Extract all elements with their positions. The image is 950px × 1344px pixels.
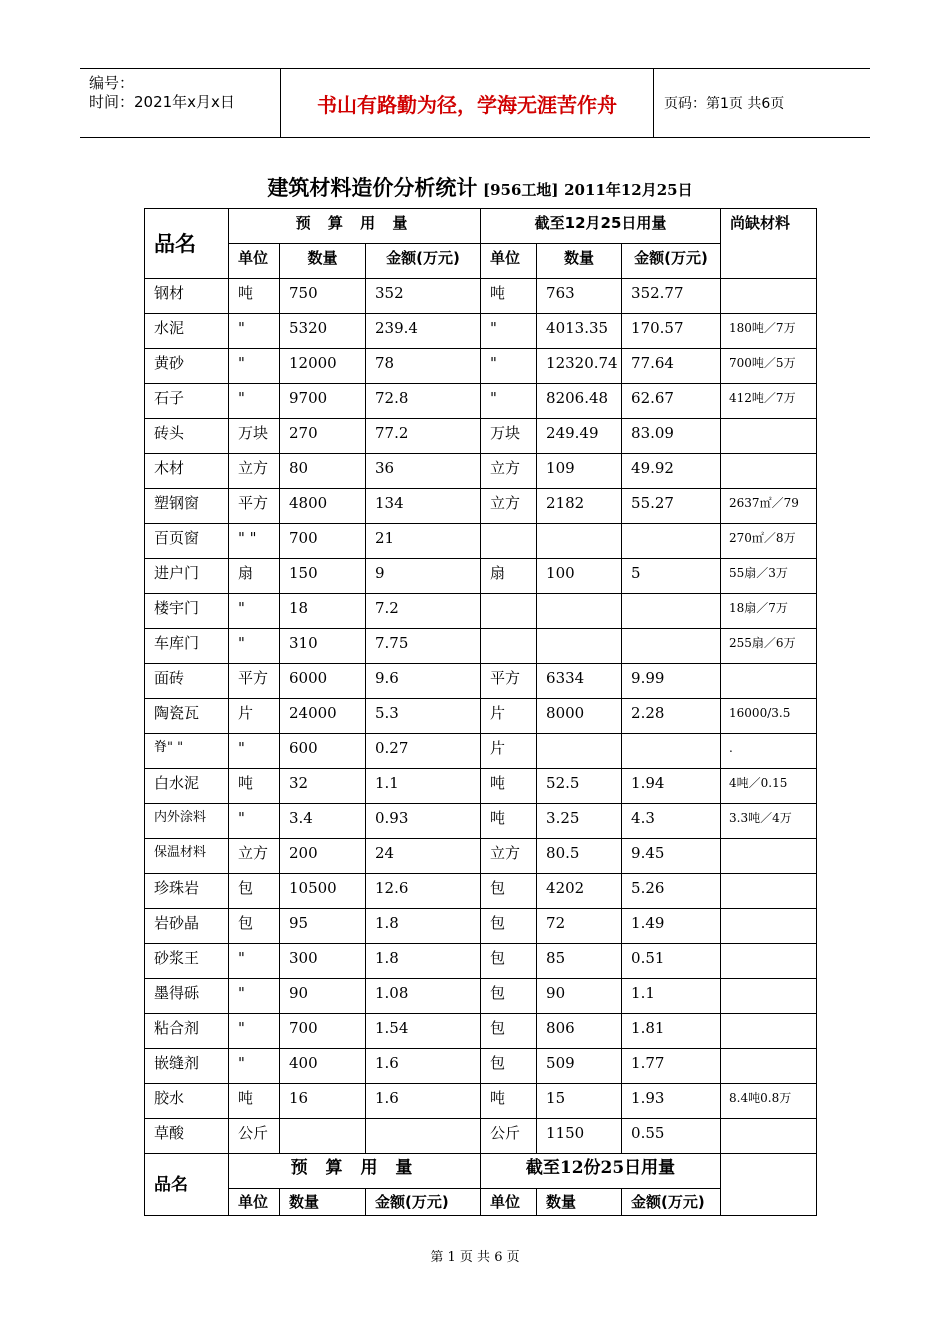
shortage-cell: 180吨／7万 xyxy=(721,314,817,349)
table-cell: 78 xyxy=(366,349,481,384)
table-cell: 400 xyxy=(280,1049,366,1084)
table-cell: 包 xyxy=(481,944,537,979)
table-cell: 5.3 xyxy=(366,699,481,734)
table-row xyxy=(145,839,817,874)
table-cell: 1.77 xyxy=(622,1049,721,1084)
table-row xyxy=(145,629,817,664)
page-footer: 第 1 页 共 6 页 xyxy=(430,1250,520,1265)
repeat-col-name-header: 品名 xyxy=(145,1154,229,1216)
material-name-cell: 内外涂料 xyxy=(145,804,229,839)
table-row xyxy=(145,979,817,1014)
table-cell: 包 xyxy=(229,909,280,944)
shortage-cell xyxy=(721,454,817,489)
table-cell: 片 xyxy=(229,699,280,734)
table-cell: 150 xyxy=(280,559,366,594)
table-cell: 1.6 xyxy=(366,1049,481,1084)
shortage-cell: 4吨／0.15 xyxy=(721,769,817,804)
shortage-cell: 270㎡／8万 xyxy=(721,524,817,559)
table-cell: 吨 xyxy=(481,1084,537,1119)
table-cell: " xyxy=(229,384,280,419)
shortage-cell: 255扇／6万 xyxy=(721,629,817,664)
page-header xyxy=(80,68,870,138)
table-row xyxy=(145,664,817,699)
table-cell xyxy=(622,734,721,769)
table-cell: 600 xyxy=(280,734,366,769)
table-row xyxy=(145,699,817,734)
table-cell: 2.28 xyxy=(622,699,721,734)
sub-header: 数量 xyxy=(280,244,366,279)
table-cell: 55.27 xyxy=(622,489,721,524)
table-cell: 3.25 xyxy=(537,804,622,839)
table-cell: 包 xyxy=(481,1014,537,1049)
table-row xyxy=(145,734,817,769)
table-cell: 249.49 xyxy=(537,419,622,454)
shortage-cell: 18扇／7万 xyxy=(721,594,817,629)
repeat-sub-header: 数量 xyxy=(280,1189,366,1216)
shortage-cell xyxy=(721,1119,817,1154)
table-cell: 1150 xyxy=(537,1119,622,1154)
shortage-cell xyxy=(721,419,817,454)
table-cell: 95 xyxy=(280,909,366,944)
table-cell xyxy=(366,1119,481,1154)
table-cell: 239.4 xyxy=(366,314,481,349)
material-name-cell: 楼宇门 xyxy=(145,594,229,629)
shortage-cell: 412吨／7万 xyxy=(721,384,817,419)
table-cell: 52.5 xyxy=(537,769,622,804)
sub-header: 单位 xyxy=(229,244,280,279)
material-name-cell: 砖头 xyxy=(145,419,229,454)
table-cell: 9 xyxy=(366,559,481,594)
table-cell: 扇 xyxy=(481,559,537,594)
header-meta xyxy=(80,69,281,137)
table-row xyxy=(145,454,817,489)
table-cell: 1.6 xyxy=(366,1084,481,1119)
material-name-cell: 粘合剂 xyxy=(145,1014,229,1049)
repeat-sub-header: 单位 xyxy=(481,1189,537,1216)
table-cell: 7.2 xyxy=(366,594,481,629)
shortage-cell: 2637㎡／79 xyxy=(721,489,817,524)
table-cell: " xyxy=(229,314,280,349)
shortage-cell: 700吨／5万 xyxy=(721,349,817,384)
repeat-budget-group-header: 预 算 用 量 xyxy=(229,1154,481,1189)
table-row xyxy=(145,279,817,314)
repeat-sub-header: 金额(万元) xyxy=(622,1189,721,1216)
table-cell: " xyxy=(229,629,280,664)
serial-label: 编号： xyxy=(89,74,135,92)
title-site: [956工地] xyxy=(482,181,559,199)
table-cell: 吨 xyxy=(481,804,537,839)
document-title xyxy=(144,172,816,202)
table-cell: 1.93 xyxy=(622,1084,721,1119)
table-cell xyxy=(537,524,622,559)
table-cell: 750 xyxy=(280,279,366,314)
table-cell: 立方 xyxy=(229,839,280,874)
table-row xyxy=(145,1014,817,1049)
table-cell: 立方 xyxy=(481,454,537,489)
shortage-cell xyxy=(721,944,817,979)
table-cell: 立方 xyxy=(481,489,537,524)
table-cell: 公斤 xyxy=(481,1119,537,1154)
table-cell: " xyxy=(229,594,280,629)
header-page-info: 页码：第1页 共6页 xyxy=(664,96,785,112)
table-cell: 352.77 xyxy=(622,279,721,314)
table-cell: " " xyxy=(229,524,280,559)
table-cell: 310 xyxy=(280,629,366,664)
shortage-cell: 16000/3.5 xyxy=(721,699,817,734)
material-name-cell: 百页窗 xyxy=(145,524,229,559)
repeat-shortage-cell xyxy=(721,1154,817,1216)
table-cell: 7.75 xyxy=(366,629,481,664)
table-cell xyxy=(280,1119,366,1154)
table-cell: 1.8 xyxy=(366,909,481,944)
shortage-cell: 8.4吨0.8万 xyxy=(721,1084,817,1119)
table-cell: " xyxy=(229,1014,280,1049)
material-name-cell: 木材 xyxy=(145,454,229,489)
table-cell xyxy=(622,629,721,664)
table-cell: 立方 xyxy=(229,454,280,489)
table-cell: 5 xyxy=(622,559,721,594)
table-cell: 0.27 xyxy=(366,734,481,769)
material-name-cell: 墨得砾 xyxy=(145,979,229,1014)
table-cell: 1.49 xyxy=(622,909,721,944)
table-cell: 公斤 xyxy=(229,1119,280,1154)
table-cell: 24 xyxy=(366,839,481,874)
table-cell: 170.57 xyxy=(622,314,721,349)
repeat-actual-group-header: 截至12份25日用量 xyxy=(481,1154,721,1189)
table-cell xyxy=(481,524,537,559)
table-cell xyxy=(537,734,622,769)
table-cell: 片 xyxy=(481,734,537,769)
table-cell: 1.81 xyxy=(622,1014,721,1049)
table-cell: 6000 xyxy=(280,664,366,699)
table-row xyxy=(145,524,817,559)
table-cell: 包 xyxy=(229,874,280,909)
table-cell: 5320 xyxy=(280,314,366,349)
table-cell: 49.92 xyxy=(622,454,721,489)
material-name-cell: 陶瓷瓦 xyxy=(145,699,229,734)
material-name-cell: 岩砂晶 xyxy=(145,909,229,944)
shortage-cell xyxy=(721,839,817,874)
table-cell: 83.09 xyxy=(622,419,721,454)
table-cell: 平方 xyxy=(229,664,280,699)
material-name-cell: 砂浆王 xyxy=(145,944,229,979)
table-cell: 100 xyxy=(537,559,622,594)
table-cell: 62.67 xyxy=(622,384,721,419)
table-cell: " xyxy=(229,349,280,384)
shortage-cell xyxy=(721,909,817,944)
table-cell: 200 xyxy=(280,839,366,874)
sub-header: 数量 xyxy=(537,244,622,279)
shortage-cell: 55扇／3万 xyxy=(721,559,817,594)
materials-table xyxy=(144,208,817,1216)
title-date: 2011年12月25日 xyxy=(564,181,693,199)
shortage-group-header: 尚缺材料 xyxy=(721,209,817,279)
material-name-cell: 塑钢窗 xyxy=(145,489,229,524)
table-cell: 85 xyxy=(537,944,622,979)
table-cell: " xyxy=(481,384,537,419)
table-cell: 80.5 xyxy=(537,839,622,874)
time-label: 时间：2021年x月x日 xyxy=(89,93,235,111)
header-row-top xyxy=(145,209,817,244)
table-cell: 包 xyxy=(481,1049,537,1084)
table-row xyxy=(145,769,817,804)
shortage-cell xyxy=(721,874,817,909)
table-row xyxy=(145,944,817,979)
table-cell: 300 xyxy=(280,944,366,979)
table-cell: 32 xyxy=(280,769,366,804)
actual-group-header: 截至12月25日用量 xyxy=(481,209,721,244)
table-cell: 1.08 xyxy=(366,979,481,1014)
table-row xyxy=(145,909,817,944)
table-cell: 77.2 xyxy=(366,419,481,454)
table-cell: 12.6 xyxy=(366,874,481,909)
table-cell: 5.26 xyxy=(622,874,721,909)
table-cell: 吨 xyxy=(229,279,280,314)
table-cell: 134 xyxy=(366,489,481,524)
material-name-cell: 石子 xyxy=(145,384,229,419)
material-name-cell: 水泥 xyxy=(145,314,229,349)
table-cell: " xyxy=(481,314,537,349)
table-cell: 1.8 xyxy=(366,944,481,979)
table-cell: 立方 xyxy=(481,839,537,874)
material-name-cell: 胶水 xyxy=(145,1084,229,1119)
table-cell: 72 xyxy=(537,909,622,944)
table-cell: 1.1 xyxy=(622,979,721,1014)
table-cell: 12000 xyxy=(280,349,366,384)
table-cell: 16 xyxy=(280,1084,366,1119)
table-row xyxy=(145,1119,817,1154)
material-name-cell: 钢材 xyxy=(145,279,229,314)
repeat-sub-header: 金额(万元) xyxy=(366,1189,481,1216)
material-name-cell: 进户门 xyxy=(145,559,229,594)
table-cell: " xyxy=(229,804,280,839)
table-cell: 80 xyxy=(280,454,366,489)
table-cell: 90 xyxy=(537,979,622,1014)
table-cell: 0.55 xyxy=(622,1119,721,1154)
table-cell: 18 xyxy=(280,594,366,629)
sub-header: 单位 xyxy=(481,244,537,279)
table-cell: " xyxy=(229,1049,280,1084)
sub-header: 金额(万元) xyxy=(622,244,721,279)
table-row xyxy=(145,594,817,629)
table-cell: 9.99 xyxy=(622,664,721,699)
table-cell: 700 xyxy=(280,524,366,559)
table-cell: 4.3 xyxy=(622,804,721,839)
table-cell: 12320.74 xyxy=(537,349,622,384)
table-cell: 包 xyxy=(481,979,537,1014)
repeat-header-row-sub xyxy=(145,1189,817,1216)
table-cell xyxy=(537,594,622,629)
table-row xyxy=(145,559,817,594)
table-cell: 270 xyxy=(280,419,366,454)
table-cell xyxy=(537,629,622,664)
header-motto: 书山有路勤为径，学海无涯苦作舟 xyxy=(281,69,654,137)
table-cell: " xyxy=(229,979,280,1014)
table-cell: 平方 xyxy=(229,489,280,524)
table-cell: 0.51 xyxy=(622,944,721,979)
budget-group-header: 预 算 用 量 xyxy=(229,209,481,244)
shortage-cell xyxy=(721,279,817,314)
material-name-cell: 珍珠岩 xyxy=(145,874,229,909)
table-cell: 109 xyxy=(537,454,622,489)
shortage-cell xyxy=(721,1049,817,1084)
table-cell: 万块 xyxy=(481,419,537,454)
table-row xyxy=(145,314,817,349)
table-cell: 763 xyxy=(537,279,622,314)
table-cell: 1.54 xyxy=(366,1014,481,1049)
table-cell: 77.64 xyxy=(622,349,721,384)
table-cell: 平方 xyxy=(481,664,537,699)
shortage-cell xyxy=(721,979,817,1014)
table-row xyxy=(145,1049,817,1084)
material-name-cell: 面砖 xyxy=(145,664,229,699)
shortage-cell: 3.3吨／4万 xyxy=(721,804,817,839)
table-cell: 片 xyxy=(481,699,537,734)
table-cell: 72.8 xyxy=(366,384,481,419)
table-cell: 扇 xyxy=(229,559,280,594)
table-cell: 21 xyxy=(366,524,481,559)
table-cell: 15 xyxy=(537,1084,622,1119)
table-cell: 万块 xyxy=(229,419,280,454)
table-cell: 4800 xyxy=(280,489,366,524)
table-cell: 806 xyxy=(537,1014,622,1049)
table-cell: " xyxy=(229,734,280,769)
table-row xyxy=(145,804,817,839)
table-cell xyxy=(622,594,721,629)
table-cell: 36 xyxy=(366,454,481,489)
shortage-cell xyxy=(721,1014,817,1049)
table-cell: 9.45 xyxy=(622,839,721,874)
table-cell: 509 xyxy=(537,1049,622,1084)
table-cell: 1.94 xyxy=(622,769,721,804)
table-cell: 700 xyxy=(280,1014,366,1049)
table-cell: 吨 xyxy=(229,769,280,804)
table-cell: 2182 xyxy=(537,489,622,524)
table-cell: 包 xyxy=(481,874,537,909)
table-cell: 吨 xyxy=(481,769,537,804)
sub-header: 金额(万元) xyxy=(366,244,481,279)
table-cell xyxy=(481,629,537,664)
table-cell: 8000 xyxy=(537,699,622,734)
table-row xyxy=(145,384,817,419)
title-main: 建筑材料造价分析统计 xyxy=(267,176,478,200)
table-row xyxy=(145,874,817,909)
repeat-sub-header: 单位 xyxy=(229,1189,280,1216)
table-cell xyxy=(481,594,537,629)
table-cell: " xyxy=(229,944,280,979)
material-name-cell: 白水泥 xyxy=(145,769,229,804)
repeat-header-row-top xyxy=(145,1154,817,1189)
table-cell: 8206.48 xyxy=(537,384,622,419)
material-name-cell: 嵌缝剂 xyxy=(145,1049,229,1084)
table-row xyxy=(145,489,817,524)
table-cell: 吨 xyxy=(481,279,537,314)
table-cell: 352 xyxy=(366,279,481,314)
table-cell: 包 xyxy=(481,909,537,944)
material-name-cell: 保温材料 xyxy=(145,839,229,874)
col-name-header: 品名 xyxy=(145,209,229,279)
table-cell: 10500 xyxy=(280,874,366,909)
table-cell xyxy=(622,524,721,559)
table-cell: 90 xyxy=(280,979,366,1014)
table-row xyxy=(145,349,817,384)
table-cell: 吨 xyxy=(229,1084,280,1119)
material-name-cell: 草酸 xyxy=(145,1119,229,1154)
shortage-cell: . xyxy=(721,734,817,769)
table-row xyxy=(145,419,817,454)
header-row-sub xyxy=(145,244,817,279)
table-cell: 4202 xyxy=(537,874,622,909)
material-name-cell: 黄砂 xyxy=(145,349,229,384)
table-cell: 0.93 xyxy=(366,804,481,839)
material-name-cell: 车库门 xyxy=(145,629,229,664)
table-cell: 9.6 xyxy=(366,664,481,699)
material-name-cell: 脊" " xyxy=(145,734,229,769)
table-cell: 4013.35 xyxy=(537,314,622,349)
table-cell: 1.1 xyxy=(366,769,481,804)
table-cell: 3.4 xyxy=(280,804,366,839)
table-cell: 9700 xyxy=(280,384,366,419)
table-cell: " xyxy=(481,349,537,384)
table-cell: 6334 xyxy=(537,664,622,699)
table-cell: 24000 xyxy=(280,699,366,734)
shortage-cell xyxy=(721,664,817,699)
table-row xyxy=(145,1084,817,1119)
repeat-sub-header: 数量 xyxy=(537,1189,622,1216)
